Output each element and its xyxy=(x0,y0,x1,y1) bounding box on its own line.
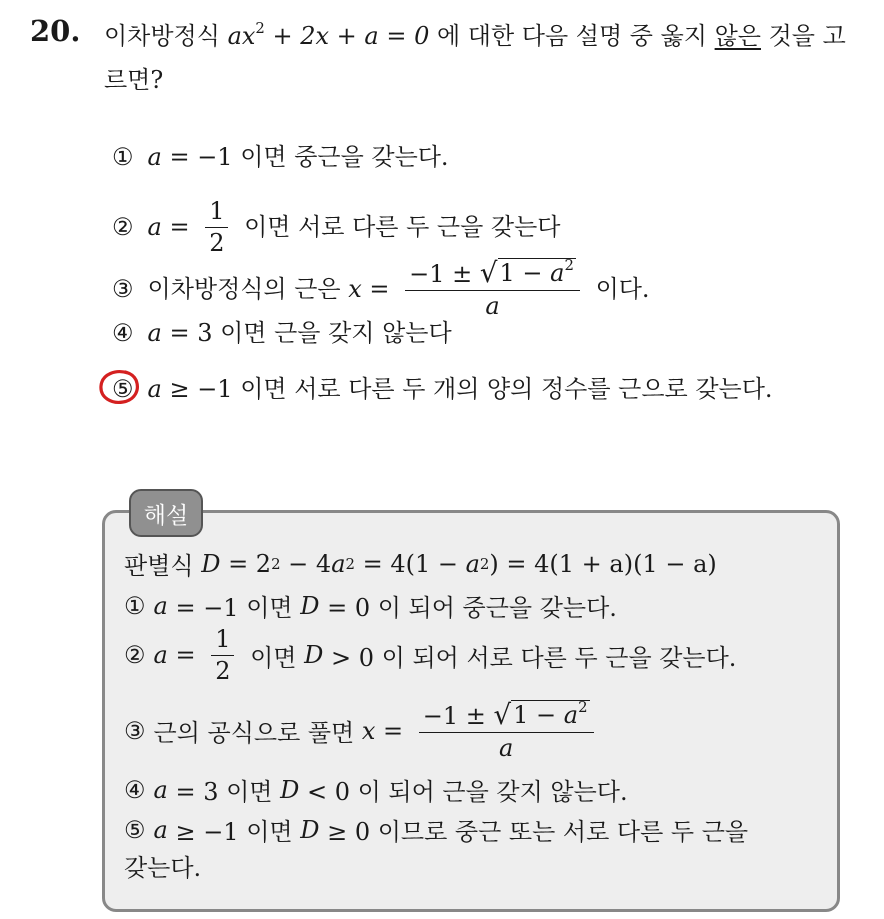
solution-line-2: ② a = $\frac{1}{2}$ 이면 D > 0 이 되어 서로 다른 두 근을 갖는다. xyxy=(124,625,737,686)
stem-equation-rest: + 2x + a = 0 xyxy=(264,22,430,50)
option-text: 이다. xyxy=(587,274,650,303)
option-text: = 3 이면 근을 갖지 않는다 xyxy=(161,319,452,347)
option-text: ≥ −1 이면 서로 다른 두 개의 양의 정수를 근으로 갖는다. xyxy=(161,375,773,403)
quadratic-formula xyxy=(405,255,580,321)
option-variable: a xyxy=(147,319,162,347)
solution-line-4: ④ a = 3 이면 D < 0 이 되어 근을 갖지 않는다. xyxy=(124,775,628,806)
stem-suffix: 것을 고르면? xyxy=(104,22,846,94)
option-marker: ② xyxy=(112,213,134,242)
solution-line-3: ③ 근의 공식으로 풀면 x = −1 ± √ $1 - a^2$ a xyxy=(124,700,602,762)
option-3[interactable] xyxy=(112,255,650,321)
sqrt-symbol: √ $1 - a^2$ xyxy=(493,697,588,731)
stem-exponent: 2 xyxy=(255,18,265,37)
option-fraction xyxy=(205,198,228,257)
option-4[interactable] xyxy=(112,318,452,348)
fraction-denominator: 2 xyxy=(209,229,225,258)
solution-fraction: $\frac{1}{2}$ xyxy=(211,626,234,685)
sqrt-symbol: √ $1 - a^2$ xyxy=(479,255,574,289)
option-variable: a xyxy=(147,375,162,403)
option-marker: ⑤ xyxy=(112,375,134,403)
stem-prefix: 이차방정식 xyxy=(104,22,228,50)
option-2[interactable] xyxy=(112,198,560,257)
option-marker: ③ xyxy=(112,274,134,303)
question-number: 20. xyxy=(30,14,81,48)
option-5[interactable] xyxy=(112,374,773,404)
solution-line-5: ⑤ a ≥ −1 이면 D ≥ 0 이므로 중근 또는 서로 다른 두 근을 xyxy=(124,815,749,846)
option-lead: 이차방정식의 근은 xyxy=(147,274,349,303)
option-text: = −1 이면 중근을 갖는다. xyxy=(161,143,449,171)
solution-quadratic-formula: −1 ± √ $1 - a^2$ a xyxy=(419,700,594,762)
option-marker: ④ xyxy=(112,319,134,347)
formula-numerator: −1 ± √ $1 - a^2$ xyxy=(405,258,580,291)
solution-tab: 해설 xyxy=(129,489,203,537)
fraction-numerator: 1 xyxy=(205,198,228,228)
stem-mid: 에 대한 다음 설명 중 옳지 xyxy=(429,22,715,50)
stem-underlined-word: 않은 xyxy=(714,22,761,50)
option-equals: = xyxy=(161,213,198,242)
option-variable: x xyxy=(348,274,362,303)
question-stem xyxy=(104,14,864,102)
option-variable: a xyxy=(147,213,162,242)
option-variable: a xyxy=(147,143,162,171)
solution-line-1: ① a = −1 이면 D = 0 이 되어 중근을 갖는다. xyxy=(124,591,617,622)
formula-denominator: a xyxy=(485,292,500,321)
option-text: 이면 서로 다른 두 근을 갖는다 xyxy=(236,213,561,242)
solution-discriminant-line: 판별식 D = 2 2 − 4 a 2 = 4(1 − a 2 ) = 4(1 + a)(1 − a) xyxy=(124,549,717,580)
option-1[interactable] xyxy=(112,142,449,172)
option-marker: ① xyxy=(112,143,134,171)
solution-line-5-continued: 갖는다. xyxy=(124,854,202,882)
stem-equation: ax xyxy=(227,22,256,50)
option-equals: = xyxy=(361,274,398,303)
